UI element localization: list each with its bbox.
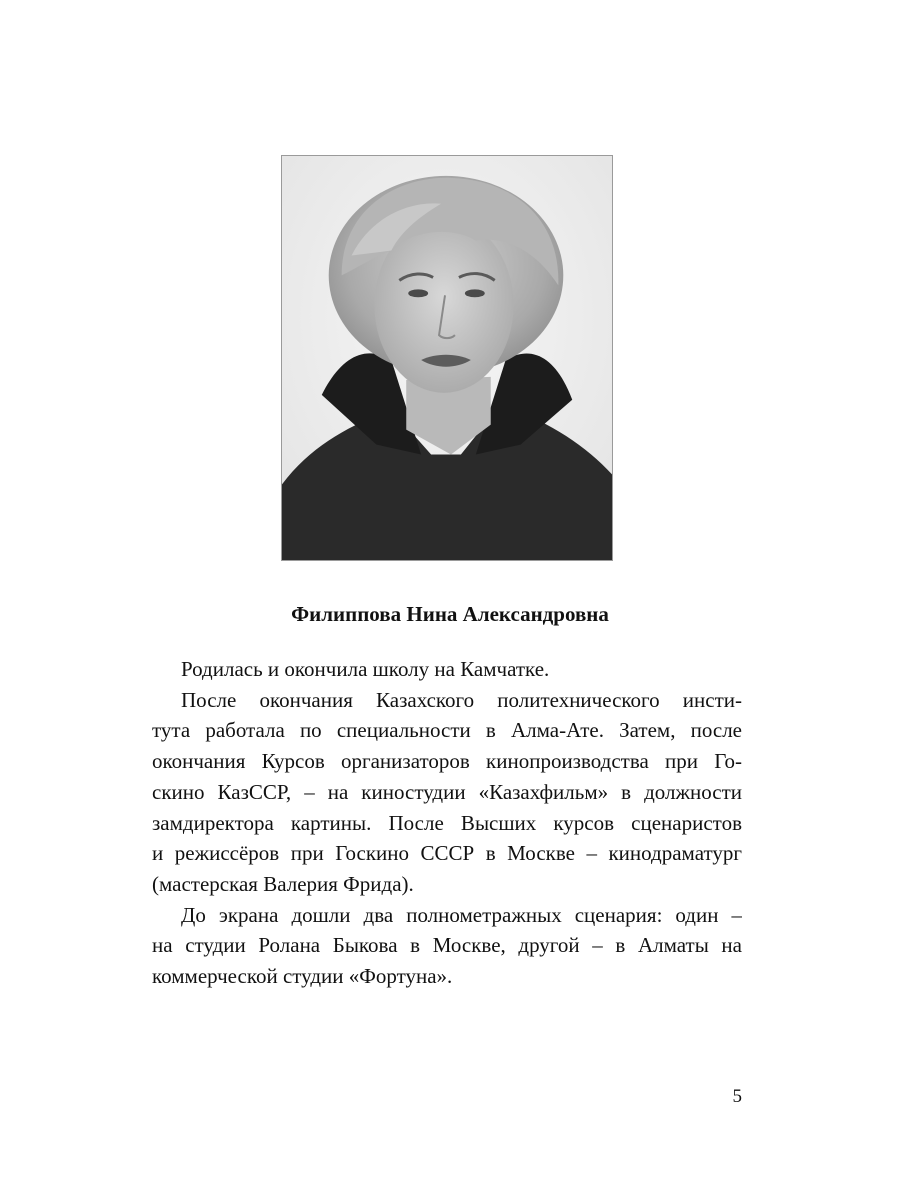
bio-line: замдиректора картины. После Высших курсов сценаристов <box>152 810 742 835</box>
bio-line: После окончания Казахского политехнического инсти- <box>181 687 742 712</box>
bio-line: (мастерская Валерия Фрида). <box>152 871 414 896</box>
bio-line: коммерческой студии «Фортуна». <box>152 964 453 989</box>
bio-line: скино КазССР, – на киностудии «Казахфильм» в должности <box>152 779 742 804</box>
page-number: 5 <box>732 1086 742 1107</box>
page-title: Филиппова Нина Александровна <box>291 602 609 626</box>
portrait-illustration <box>282 156 612 560</box>
bio-line: окончания Курсов организаторов кинопроизводства при Го- <box>152 749 742 774</box>
bio-line: тута работала по специальности в Алма-Ате. Затем, после <box>152 718 742 743</box>
bio-line: и режиссёров при Госкино СССР в Москве – кинодраматург <box>152 841 742 866</box>
bio-line: Родилась и окончила школу на Камчатке. <box>181 657 550 681</box>
bio-line: До экрана дошли два полнометражных сценария: один – <box>181 902 742 927</box>
biography-text <box>152 654 742 992</box>
portrait-photo <box>281 155 613 561</box>
bio-line: на студии Ролана Быкова в Москве, другой – в Алматы на <box>152 933 742 958</box>
